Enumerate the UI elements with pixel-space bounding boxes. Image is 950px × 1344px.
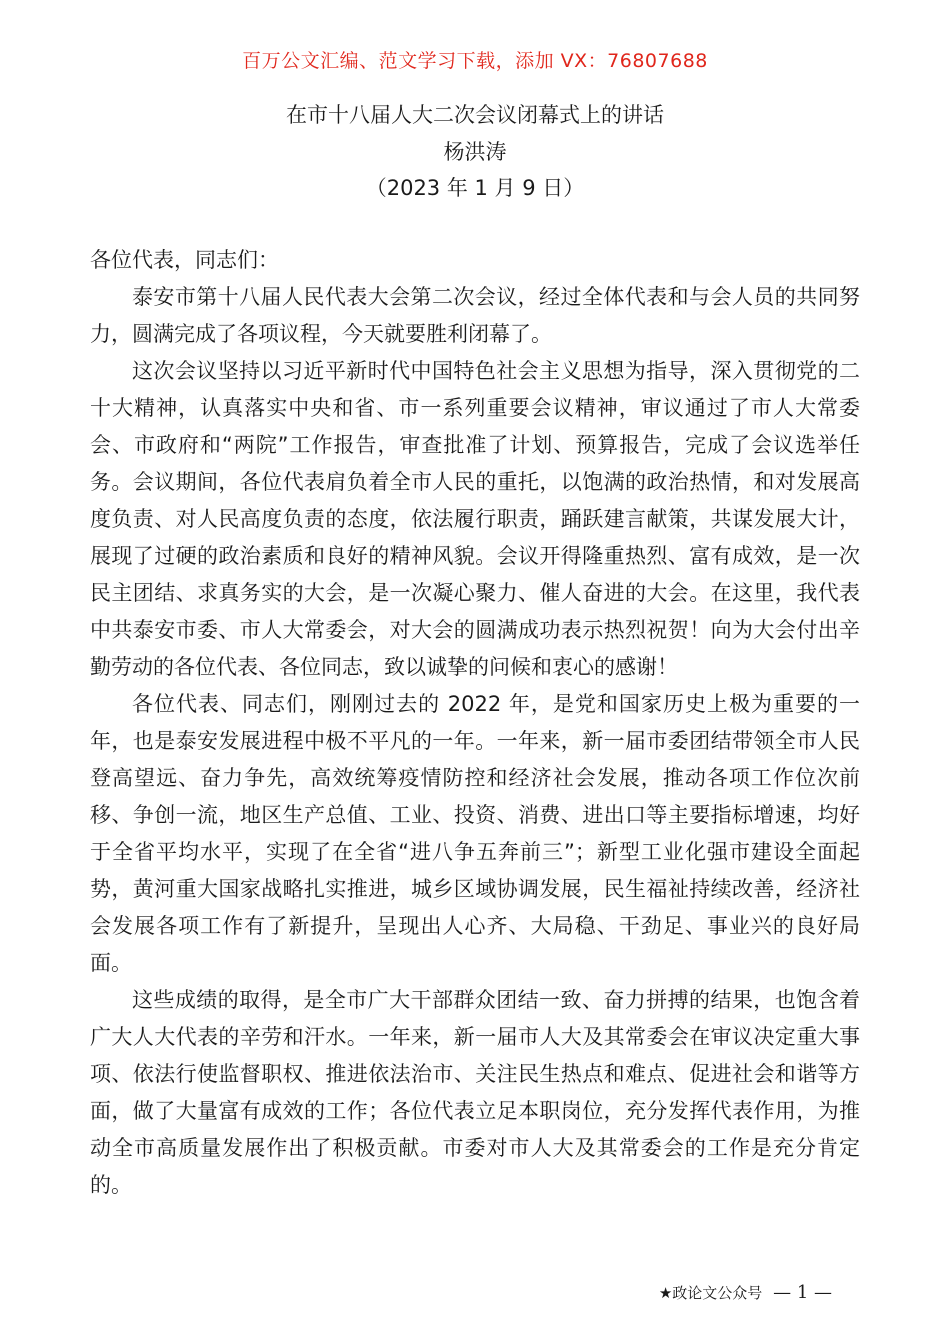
salutation: 各位代表，同志们： [90, 248, 279, 272]
speech-date: （2023 年 1 月 9 日） [365, 176, 585, 200]
speech-title: 在市十八届人大二次会议闭幕式上的讲话 [286, 103, 664, 127]
paragraph: 各位代表、同志们，刚刚过去的 2022 年，是党和国家历史上极为重要的一年，也是泰安发展进程中极不平凡的一年。一年来，新一届市委团结带领全市人民登高望远、奋力争先，高效统筹疫情防控和经济社会发展，推动各项工作位次前移、争创一流，地区生产总值、工业、投资、消费、进出口等主要指标增速，均好于全省平均水平，实现了在全省“进八争五奔前三”；新型工业化强市建设全面起势，黄河重大国家战略扎实推进，城乡区域协调发展，民生福祉持续改善，经济社会发展各项工作有了新提升，呈现出人心齐、大局稳、干劲足、事业兴的良好局面。 [90, 692, 860, 975]
paragraph: 这次会议坚持以习近平新时代中国特色社会主义思想为指导，深入贯彻党的二十大精神，认真落实中央和省、市一系列重要会议精神，审议通过了市人大常委会、市政府和“两院”工作报告，审查批准了计划、预算报告，完成了会议选举任务。会议期间，各位代表肩负着全市人民的重托，以饱满的政治热情，和对发展高度负责、对人民高度负责的态度，依法履行职责，踊跃建言献策，共谋发展大计，展现了过硬的政治素质和良好的精神风貌。会议开得隆重热烈、富有成效，是一次民主团结、求真务实的大会，是一次凝心聚力、催人奋进的大会。在这里，我代表中共泰安市委、市人大常委会，对大会的圆满成功表示热烈祝贺！向为大会付出辛勤劳动的各位代表、各位同志，致以诚挚的问候和衷心的感谢！ [90, 359, 860, 679]
download-banner: 百万公文汇编、范文学习下载，添加 VX：76807688 [242, 50, 708, 72]
page-footer [659, 1282, 832, 1303]
paragraph: 这些成绩的取得，是全市广大干部群众团结一致、奋力拼搏的结果，也饱含着广大人大代表的辛劳和汗水。一年来，新一届市人大及其常委会在审议决定重大事项、依法行使监督职权、推进依法治市、关注民生热点和难点、促进社会和谐等方面，做了大量富有成效的工作；各位代表立足本职岗位，充分发挥代表作用，为推动全市高质量发展作出了积极贡献。市委对市人大及其常委会的工作是充分肯定的。 [90, 988, 860, 1197]
page-number: — 1 — [773, 1282, 832, 1303]
paragraph: 泰安市第十八届人民代表大会第二次会议，经过全体代表和与会人员的共同努力，圆满完成了各项议程，今天就要胜利闭幕了。 [90, 285, 860, 346]
footer-source: ★政论文公众号 [658, 1284, 763, 1302]
speech-body [90, 242, 860, 1204]
speech-author: 杨洪涛 [443, 140, 507, 164]
